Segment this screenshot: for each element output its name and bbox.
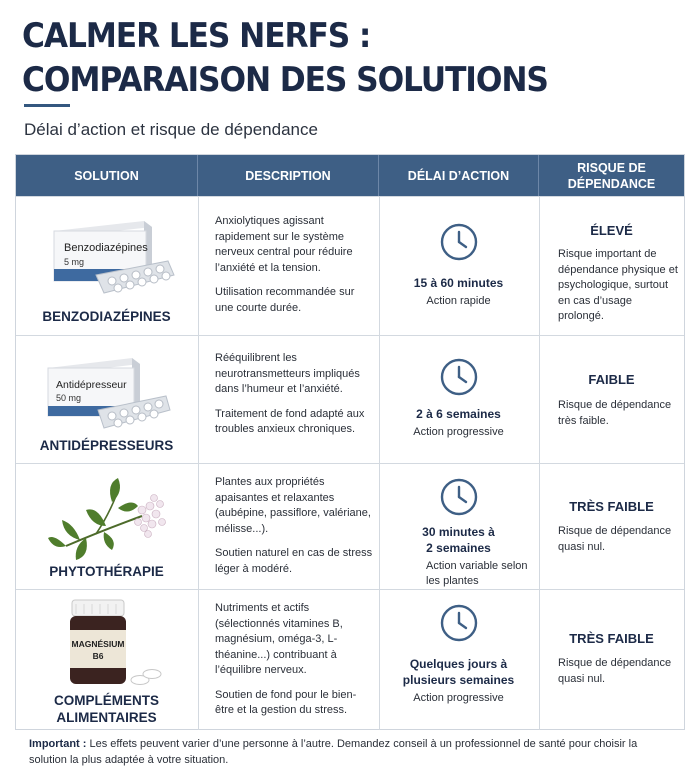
risk-level: TRÈS FAIBLE: [569, 631, 654, 646]
delay-note: [379, 559, 538, 589]
benzodiazepine-box-image: [48, 209, 178, 301]
title-line-2: COMPARAISON DES SOLUTIONS: [22, 60, 548, 100]
description-paragraph: Plantes aux propriétés apaisantes et relaxantes (aubépine, passiflore, valériane, mélisse...).: [215, 476, 371, 535]
delay-note-line-2: les plantes: [426, 575, 479, 587]
table-row: [16, 196, 684, 335]
supplement-jar-image: [64, 598, 164, 690]
page-subtitle: Délai d’action et risque de dépendance: [24, 120, 318, 139]
description-paragraph: Rééquilibrent les neurotransmetteurs impliqués dans l’humeur et l’anxiété.: [215, 352, 360, 395]
delay-value-line-1: Quelques jours à: [409, 657, 508, 671]
delay-value-line-2: 2 semaines: [426, 541, 491, 555]
header-risk-line-1: RISQUE DE: [577, 160, 646, 175]
solution-description: [215, 601, 375, 719]
solution-name: PHYTOTHÉRAPIE: [49, 564, 164, 579]
delay-note: Action rapide: [426, 295, 491, 307]
title-line-1: CALMER LES NERFS :: [22, 16, 371, 56]
delay-value: 15 à 60 minutes: [413, 276, 504, 290]
jar-label-line-2: B6: [92, 651, 104, 661]
delay-value-line-2: plusieurs semaines: [402, 673, 515, 687]
antidepressant-box-image: [42, 348, 172, 434]
solution-name: ANTIDÉPRESSEURS: [39, 438, 174, 453]
solution-name-line-2: ALIMENTAIRES: [56, 710, 157, 725]
header-risk-line-2: DÉPENDANCE: [567, 176, 656, 191]
description-paragraph: Utilisation recommandée sur une courte durée.: [215, 286, 355, 314]
herbal-plant-image: [46, 476, 172, 562]
header-delay: DÉLAI D’ACTION: [379, 155, 539, 196]
box-dose: 5 mg: [64, 257, 85, 267]
title-underline: [24, 104, 70, 107]
clock-icon: [440, 223, 478, 261]
clock-icon: [440, 604, 478, 642]
solution-name-line-1: COMPLÉMENTS: [53, 693, 159, 708]
header-risk: [539, 155, 684, 196]
box-label: Benzodiazépines: [64, 242, 148, 254]
risk-description: Risque de dépendance quasi nul.: [558, 525, 672, 553]
solution-description: [215, 475, 375, 577]
description-paragraph: Soutien de fond pour le bien-être et la gestion du stress.: [215, 688, 357, 716]
delay-cell: [379, 604, 538, 706]
footer-bold: Important :: [29, 738, 87, 750]
description-paragraph: Nutriments et actifs (sélectionnés vitamines B, magnésium, oméga-3, L-théanine...) contribuant à l’équilibre nerveux.: [215, 602, 343, 676]
table-row: [16, 335, 684, 463]
header-solution: SOLUTION: [16, 155, 198, 196]
risk-level: TRÈS FAIBLE: [569, 499, 654, 514]
delay-note: Action progressive: [413, 692, 504, 704]
solution-name: [16, 692, 197, 726]
risk-level: FAIBLE: [588, 372, 635, 387]
delay-cell: [379, 358, 538, 440]
jar-label-line-1: MAGNÉSIUM: [71, 639, 125, 649]
delay-value-line-1: 30 minutes à: [422, 525, 495, 539]
box-label: Antidépresseur: [56, 379, 127, 391]
description-paragraph: Anxiolytiques agissant rapidement sur le système nerveux central pour réduire l’anxiété et la tension.: [215, 215, 353, 274]
solution-description: [215, 351, 375, 438]
table-row: [16, 589, 684, 730]
delay-cell: [379, 223, 538, 309]
clock-icon: [440, 478, 478, 516]
risk-description: Risque de dépendance très faible.: [558, 399, 672, 427]
risk-description: Risque important de dépendance physique et psychologique, surtout en cas d’usage prolongé.: [558, 248, 678, 322]
risk-description: Risque de dépendance quasi nul.: [558, 657, 672, 685]
delay-value: 2 à 6 semaines: [416, 407, 501, 421]
delay-note-line-1: Action variable selon: [426, 560, 528, 572]
clock-icon: [440, 358, 478, 396]
solution-description: [215, 214, 375, 316]
description-paragraph: Traitement de fond adapté aux troubles anxieux chroniques.: [215, 407, 365, 435]
delay-note: Action progressive: [413, 426, 504, 438]
footer-text: Les effets peuvent varier d’une personne à l’autre. Demandez conseil à un professionnel de santé pour choisir la solution la plus adaptée à votre situation.: [29, 738, 638, 766]
delay-value: [379, 524, 538, 556]
footer-note: [29, 737, 669, 768]
solution-name: BENZODIAZÉPINES: [42, 309, 171, 324]
box-dose: 50 mg: [56, 393, 82, 403]
table-row: [16, 463, 684, 589]
header-description: DESCRIPTION: [198, 155, 379, 196]
comparison-table: [15, 154, 685, 730]
delay-value: [379, 656, 538, 688]
risk-level: ÉLEVÉ: [590, 223, 633, 238]
page-title: [22, 14, 629, 102]
table-header: [16, 155, 684, 196]
description-paragraph: Soutien naturel en cas de stress léger à modéré.: [215, 547, 373, 575]
delay-cell: [379, 478, 538, 589]
